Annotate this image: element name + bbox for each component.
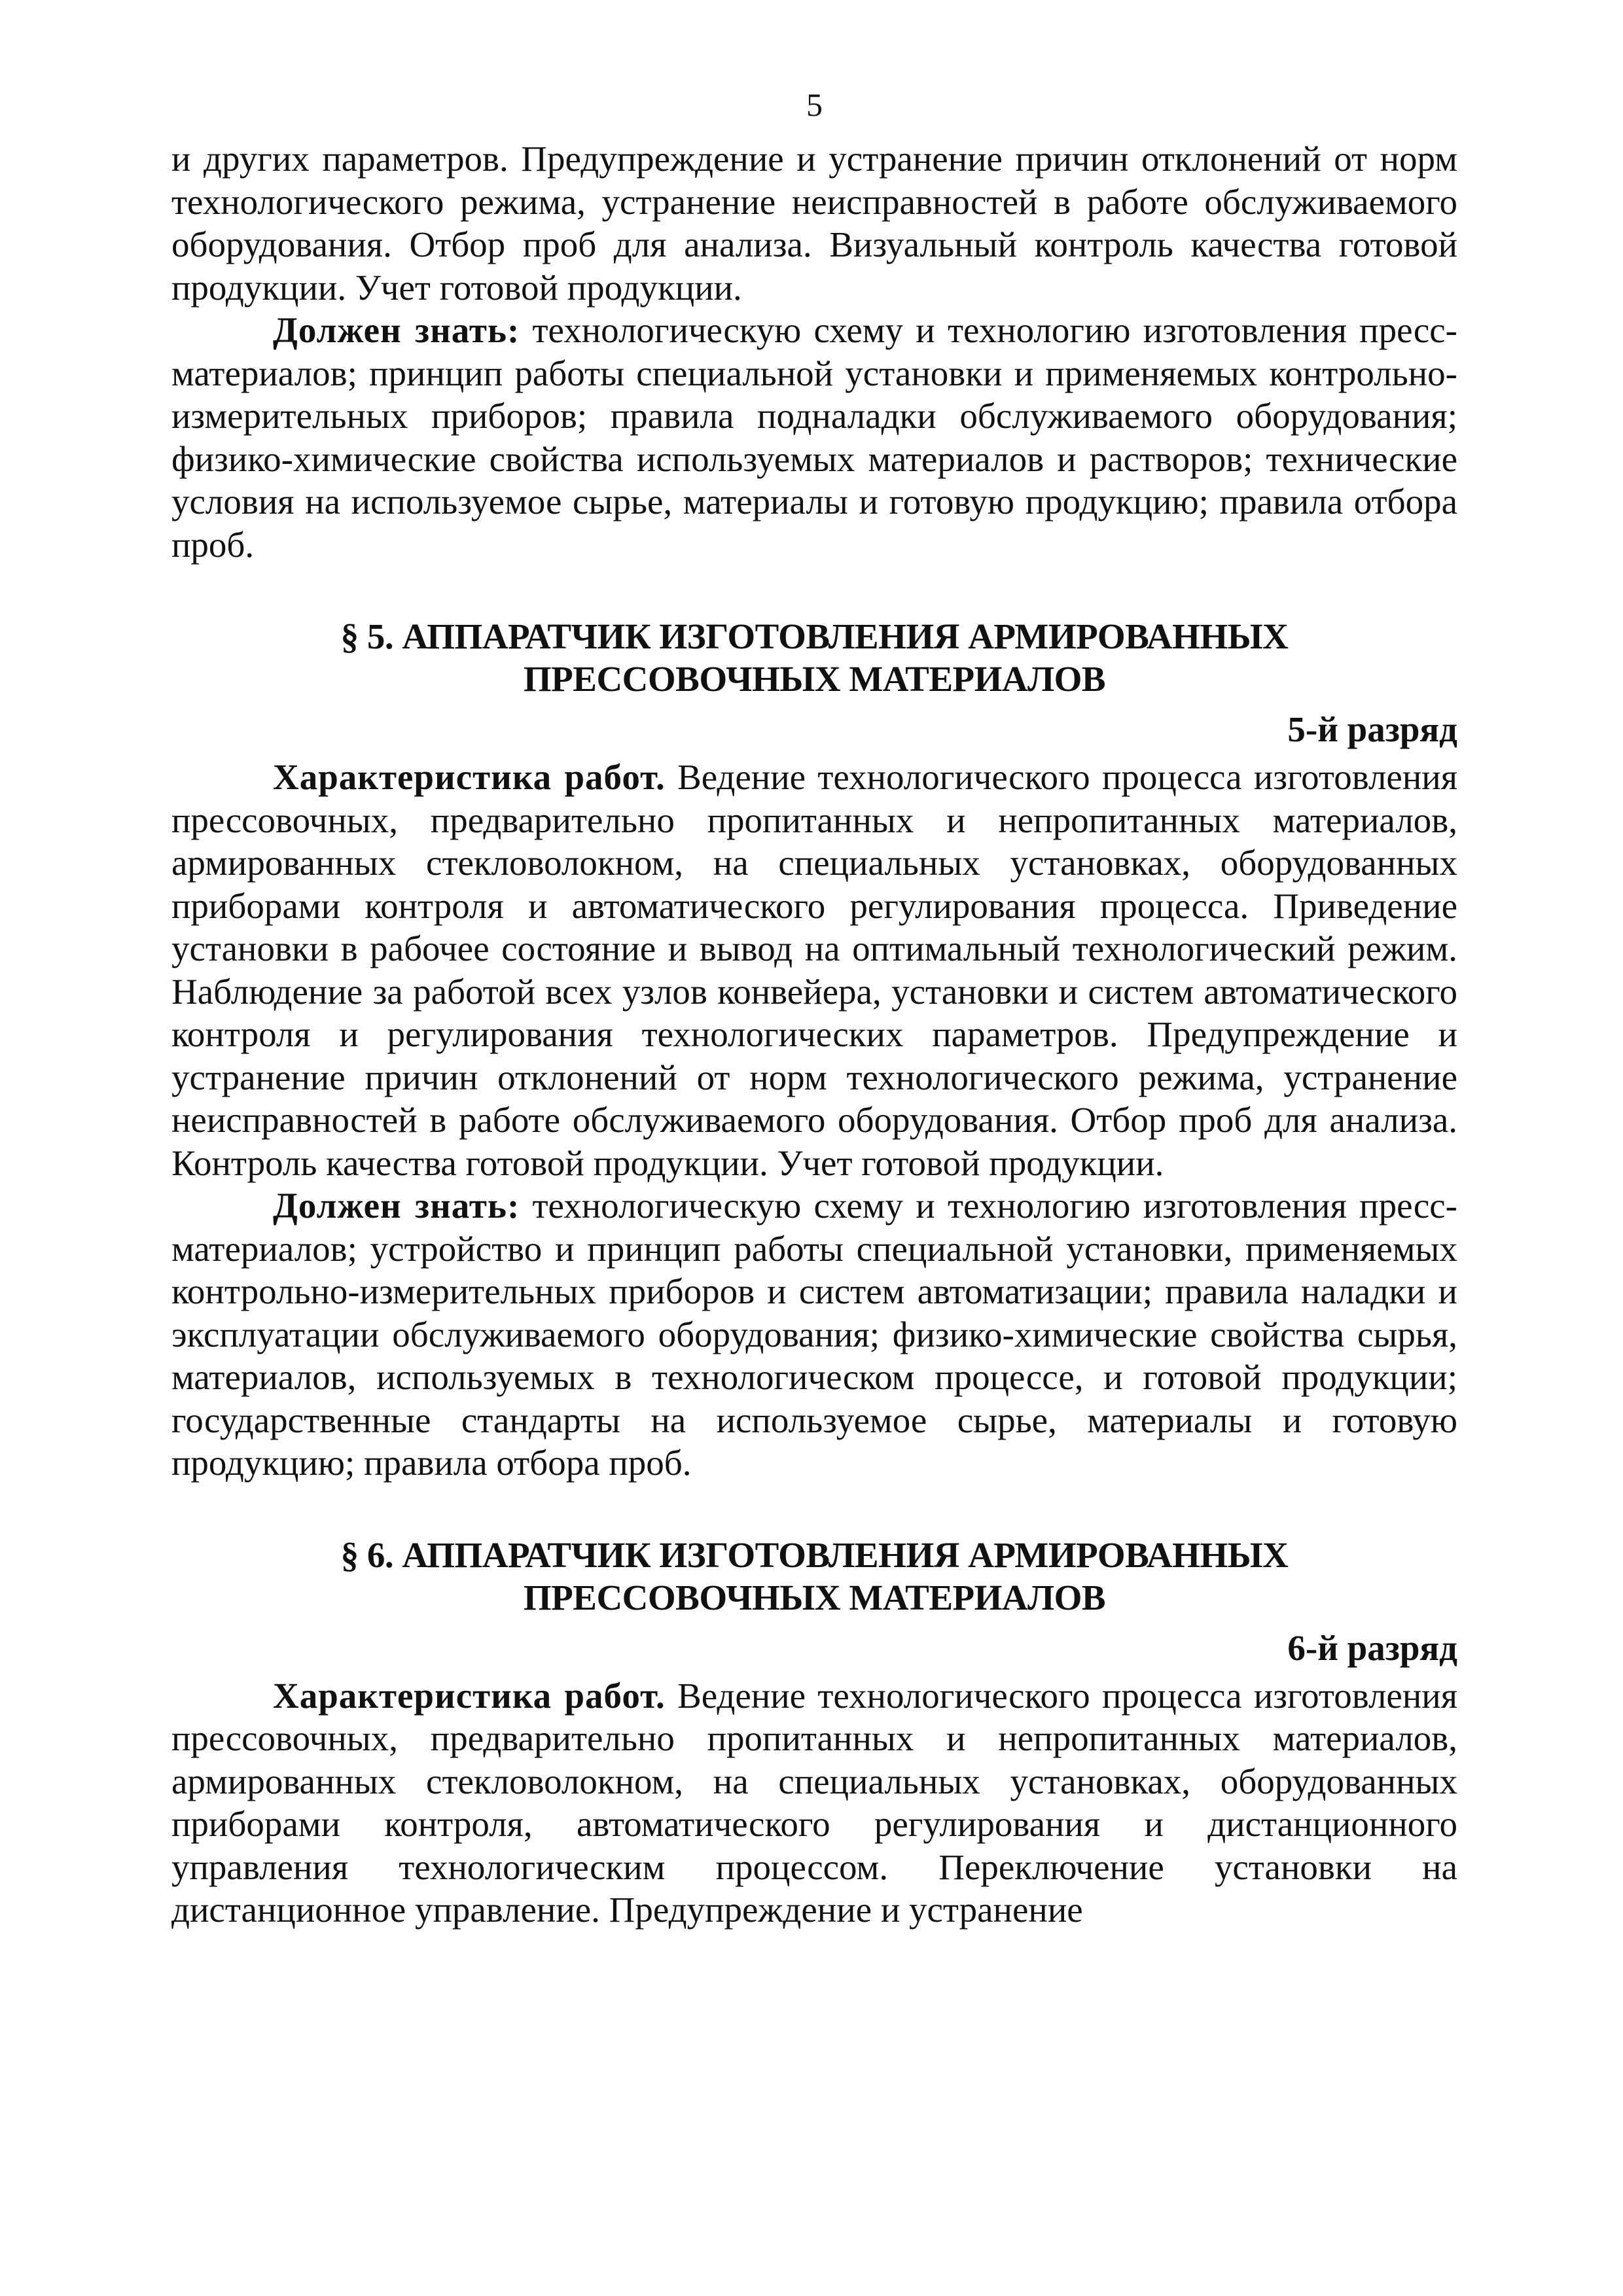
characteristics-text: Ведение технологического процесса изготовления прессовочных, предварительно пропитанных и непропитанных материалов, армированных стекловолокном, на специальных установках, оборудованных приборами контроля, автоматического регулирования и дистанционного управления технологическим процессом. Переключение установки на дистанционное управление. Предупреждение и устранение bbox=[171, 1675, 1457, 1930]
intro-must-know-paragraph bbox=[171, 309, 1457, 566]
section-title-line: ПРЕССОВОЧНЫХ МАТЕРИАЛОВ bbox=[523, 1577, 1106, 1617]
characteristics-label: Характеристика работ. bbox=[273, 1675, 666, 1716]
section-6-characteristics bbox=[171, 1674, 1457, 1932]
section-6-grade: 6-й разряд bbox=[1287, 1627, 1457, 1668]
intro-paragraph: и других параметров. Предупреждение и устранение причин отклонений от норм технологического режима, устранение неисправностей в работе обслуживаемого оборудования. Отбор проб для анализа. Визуальный контроль качества готовой продукции. Учет готовой продукции. bbox=[171, 139, 1457, 308]
section-5-grade: 5-й разряд bbox=[1287, 709, 1457, 749]
must-know-label: Должен знать: bbox=[273, 1186, 520, 1226]
characteristics-text: Ведение технологического процесса изготовления прессовочных, предварительно пропитанных и непропитанных материалов, армированных стекловолокном, на специальных установках, оборудованных приборами контроля и автоматического регулирования процесса. Приведение установки в рабочее состояние и вывод на оптимальный технологический режим. Наблюдение за работой всех узлов конвейера, установки и систем автоматического контроля и регулирования технологических параметров. Предупреждение и устранение причин отклонений от норм технологического режима, устранение неисправностей в работе обслуживаемого оборудования. Отбор проб для анализа. Контроль качества готовой продукции. Учет готовой продукции. bbox=[171, 757, 1457, 1183]
must-know-text: технологическую схему и технологию изготовления пресс-материалов; устройство и принцип работы специальной установки, применяемых контрольно-измерительных приборов и систем автоматизации; правила наладки и эксплуатации обслуживаемого оборудования; физико-химические свойства сырья, материалов, используемых в технологическом процессе, и готовой продукции; государственные стандарты на используемое сырье, материалы и готовую продукцию; правила отбора проб. bbox=[171, 1186, 1457, 1483]
section-5-must-know bbox=[171, 1184, 1457, 1485]
page-number: 5 bbox=[806, 86, 823, 123]
section-title-line: § 5. АППАРАТЧИК ИЗГОТОВЛЕНИЯ АРМИРОВАННЫХ bbox=[340, 616, 1289, 656]
section-6-title bbox=[171, 1534, 1457, 1619]
section-title-line: ПРЕССОВОЧНЫХ МАТЕРИАЛОВ bbox=[523, 659, 1106, 699]
section-5-title bbox=[171, 615, 1457, 700]
must-know-text: технологическую схему и технологию изготовления пресс-материалов; принцип работы специальной установки и применяемых контрольно-измерительных приборов; правила подналадки обслуживаемого оборудования; физико-химические свойства используемых материалов и растворов; технические условия на используемое сырье, материалы и готовую продукцию; правила отбора проб. bbox=[171, 310, 1457, 565]
document-page bbox=[171, 85, 1457, 1932]
section-5-characteristics bbox=[171, 756, 1457, 1184]
characteristics-label: Характеристика работ. bbox=[273, 757, 666, 797]
section-title-line: § 6. АППАРАТЧИК ИЗГОТОВЛЕНИЯ АРМИРОВАННЫХ bbox=[340, 1534, 1289, 1575]
must-know-label: Должен знать: bbox=[273, 310, 520, 350]
